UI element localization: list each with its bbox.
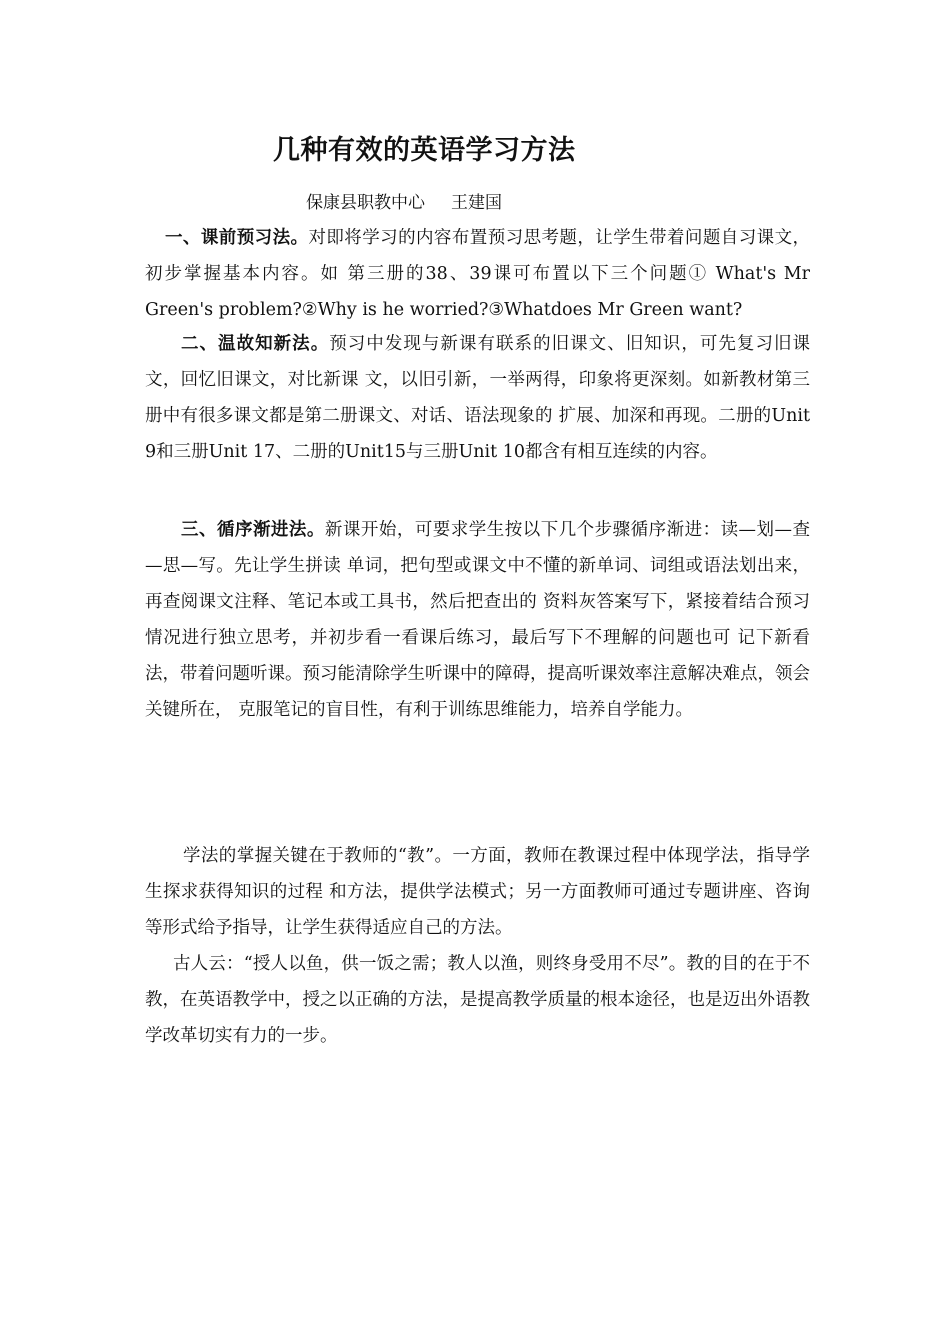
author-organization: 保康县职教中心 xyxy=(306,193,425,213)
section-paragraph-preview xyxy=(145,220,810,328)
section-body: 对即将学习的内容布置预习思考题，让学生带着问题自习课文，初步掌握基本内容。如 第三册的38、39课可布置以下三个问题① What's Mr Green's problem?②Why is he worried?③Whatdoes Mr Green want? xyxy=(145,228,811,320)
document-title: 几种有效的英语学习方法 xyxy=(273,135,576,166)
closing-paragraph-proverb: 古人云：“授人以鱼，供一饭之需；教人以渔，则终身受用不尽”。教的目的在于不教，在英语教学中，授之以正确的方法，是提高教学质量的根本途径，也是迈出外语教学改革切实有力的一步。 xyxy=(145,954,810,1046)
section-heading: 一、课前预习法。 xyxy=(165,228,309,248)
section-paragraph-review xyxy=(145,326,810,470)
author-line xyxy=(306,188,502,213)
section-body: 预习中发现与新课有联系的旧课文、旧知识，可先复习旧课文，回忆旧课文，对比新课 文，以旧引新，一举两得，印象将更深刻。如新教材第三册中有很多课文都是第二册课文、对话、语法现象的 扩展、加深和再现。二册的Unit 9和三册Unit 17、二册的Unit15与三册Unit 10都含有相互连续的内容。 xyxy=(145,334,811,462)
section-paragraph-stepwise xyxy=(145,512,810,728)
author-name: 王建国 xyxy=(451,193,502,213)
section-body: 新课开始，可要求学生按以下几个步骤循序渐进：读—划—查—思—写。先让学生拼读 单词，把句型或课文中不懂的新单词、词组或语法划出来，再查阅课文注释、笔记本或工具书，然后把查出的 资料灰答案写下，紧接着结合预习情况进行独立思考，并初步看一看课后练习，最后写下不理解的问题也可 记下新看法，带着问题听课。预习能清除学生听课中的障碍，提高听课效率注意解决难点，领会关键所在， 克服笔记的盲目性，有利于训练思维能力，培养自学能力。 xyxy=(145,520,811,720)
section-heading: 二、温故知新法。 xyxy=(181,334,330,354)
closing-paragraph-teaching: 学法的掌握关键在于教师的“教”。一方面，教师在教课过程中体现学法，指导学生探求获得知识的过程 和方法，提供学法模式；另一方面教师可通过专题讲座、咨询等形式给予指导，让学生获得适应自己的方法。 xyxy=(145,846,810,938)
section-heading: 三、循序渐进法。 xyxy=(181,520,325,540)
